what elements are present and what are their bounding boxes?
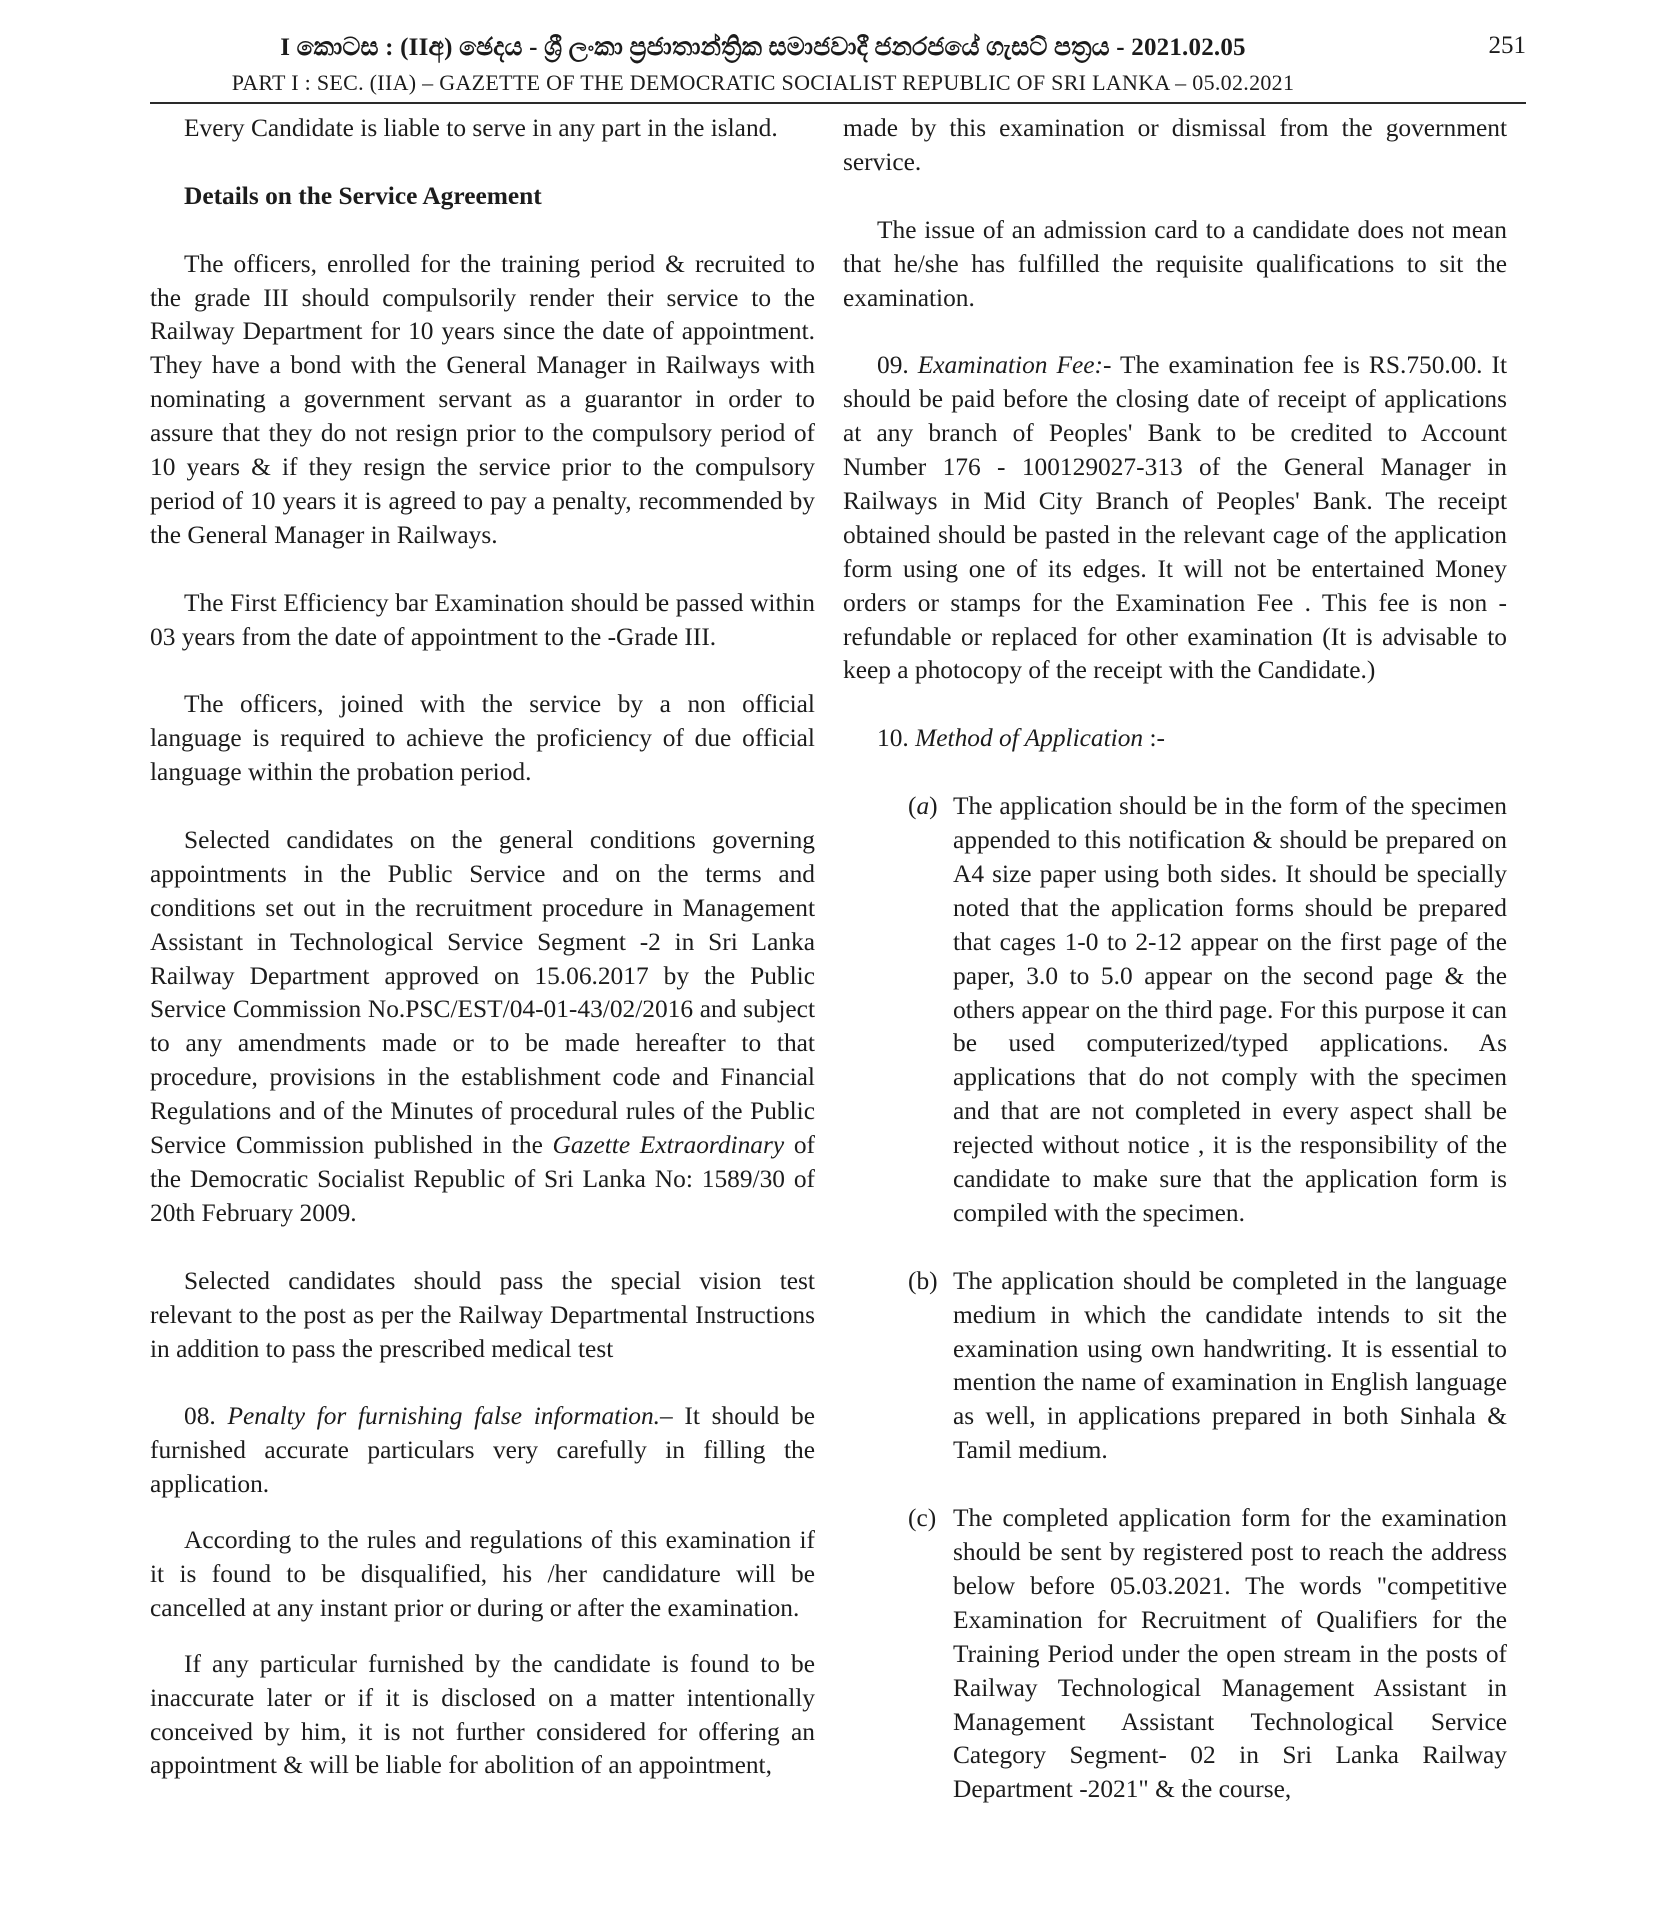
- list-item-c: [843, 1502, 1507, 1807]
- page-header: [150, 30, 1526, 106]
- text-run: :-: [1143, 724, 1165, 753]
- section-heading: Details on the Service Agreement: [184, 181, 542, 210]
- list-item-text: The completed application form for the examination should be sent by registered post to reach the address below before 05.03.2021. The words "competitive Examination for Recruitment of Qualifiers for the Training Period under the open stream in the posts of Railway Technological Management Assistant in Management Assistant Technological Service Category Segment- 02 in Sri Lanka Railway Department -2021" & the course,: [953, 1504, 1507, 1804]
- text-run: – It should be furnished accurate particulars very carefully in filling the application.: [150, 1402, 815, 1499]
- paragraph: Every Candidate is liable to serve in any part in the island.: [184, 114, 778, 142]
- italic-run: Gazette Extraordinary: [552, 1131, 785, 1160]
- paragraph: The issue of an admission card to a candidate does not mean that he/she has fulfilled the requisite qualifications to sit the examination.: [843, 215, 1507, 312]
- text-run: The examination fee is RS.750.00. It should be paid before the closing date of receipt of applications at any branch of Peoples' Bank to be credited to Account Number 176 - 100129027-313 of the General Manager in Railways in Mid City Branch of Peoples' Bank. The receipt obtained should be pasted in the relevant cage of the application form using one of its edges. It will not be entertained Money orders or stamps for the Examination Fee . This fee is non - refundable or replaced for other examination (It is advisable to keep a photocopy of the receipt with the Candidate.): [843, 351, 1508, 685]
- header-sinhala-title: I කොටස : (IIඅ) ඡෙදය - ශ්‍රී ලංකා ප්‍රජාතාන්ත්‍රික සමාජවාදී ජනරජයේ ගැසට් පත්‍රය - 2021.02.05: [280, 34, 1246, 61]
- section-number: 09.: [877, 351, 918, 380]
- paragraph: The officers, joined with the service by a non official language is required to achieve the proficiency of due official language within the probation period.: [150, 690, 815, 787]
- text-run: Selected candidates on the general conditions governing appointments in the Public Service and on the terms and conditions set out in the recruitment procedure in Management Assistant in Technological Service Segment -2 in Sri Lanka Railway Department approved on 15.06.2017 by the Public Service Commission No.PSC/EST/04-01-43/02/2016 and subject to any amendments made or to be made hereafter to that procedure, provisions in the establishment code and Financial Regulations and of the Minutes of procedural rules of the Public Service Commission published in the: [150, 825, 815, 1160]
- page-number: 251: [1488, 32, 1526, 59]
- paragraph: [843, 722, 1507, 756]
- paragraph: [150, 1400, 815, 1502]
- list-item-b: [843, 1265, 1507, 1468]
- paragraph: The First Efficiency bar Examination should be passed within 03 years from the date of appointment to the -Grade III.: [150, 588, 815, 651]
- list-marker: (a): [908, 792, 938, 821]
- paragraph: [843, 349, 1507, 688]
- paragraph: If any particular furnished by the candidate is found to be inaccurate later or if it is disclosed on a matter intentionally conceived by him, it is not further considered for offering an appointment & will be liable for abolition of an appointment,: [150, 1649, 815, 1780]
- paragraph: made by this examination or dismissal from the government service.: [843, 114, 1507, 176]
- paragraph: The officers, enrolled for the training period & recruited to the grade III should compulsorily render their service to the Railway Department for 10 years since the date of appointment. They have a bond with the General Manager in Railways with nominating a government servant as a guarantor in order to assure that they do not resign prior to the compulsory period of 10 years & if they resign the service prior to the compulsory period of 10 years it is agreed to pay a penalty, recommended by the General Manager in Railways.: [150, 249, 815, 549]
- section-title: Examination Fee:-: [917, 351, 1112, 380]
- list-marker: (c): [908, 1504, 937, 1533]
- section-title: Method of Application: [915, 724, 1144, 753]
- list-item-text: The application should be in the form of the specimen appended to this notification & should be prepared on A4 size paper using both sides. It should be specially noted that the application forms should be prepared that cages 1-0 to 2-12 appear on the first page of the paper, 3.0 to 5.0 appear on the second page & the others appear on the third page. For this purpose it can be used computerized/typed applications. As applications that do not comply with the specimen and that are not completed in every aspect shall be rejected without notice , it is the responsibility of the candidate to make sure that the application form is compiled with the specimen.: [953, 792, 1507, 1227]
- text-run: of the Democratic Socialist Republic of Sri Lanka No: 1589/30 of 20th February 2009.: [150, 1131, 816, 1227]
- header-rule: [150, 102, 1526, 104]
- list-marker: (b): [908, 1266, 938, 1295]
- paragraph: [150, 824, 815, 1231]
- list-item-a: [843, 790, 1507, 1231]
- list-item-text: The application should be completed in the language medium in which the candidate intends to sit the examination using own handwriting. It is essential to mention the name of examination in English language as well, in applications prepared in both Sinhala & Tamil medium.: [953, 1266, 1507, 1465]
- paragraph: According to the rules and regulations of this examination if it is found to be disqualified, his /her candidature will be cancelled at any instant prior or during or after the examination.: [150, 1526, 815, 1622]
- section-title: Penalty for furnishing false information.: [227, 1402, 661, 1431]
- section-number: 10.: [877, 724, 916, 753]
- paragraph: Selected candidates should pass the special vision test relevant to the post as per the Railway Departmental Instructions in addition to pass the prescribed medical test: [150, 1266, 815, 1363]
- right-column: [843, 112, 1507, 1807]
- left-column: [150, 112, 815, 1783]
- header-english-title: PART I : SEC. (IIA) – GAZETTE OF THE DEMOCRATIC SOCIALIST REPUBLIC OF SRI LANKA – 05.02.2021: [231, 70, 1295, 95]
- section-number: 08.: [184, 1402, 228, 1431]
